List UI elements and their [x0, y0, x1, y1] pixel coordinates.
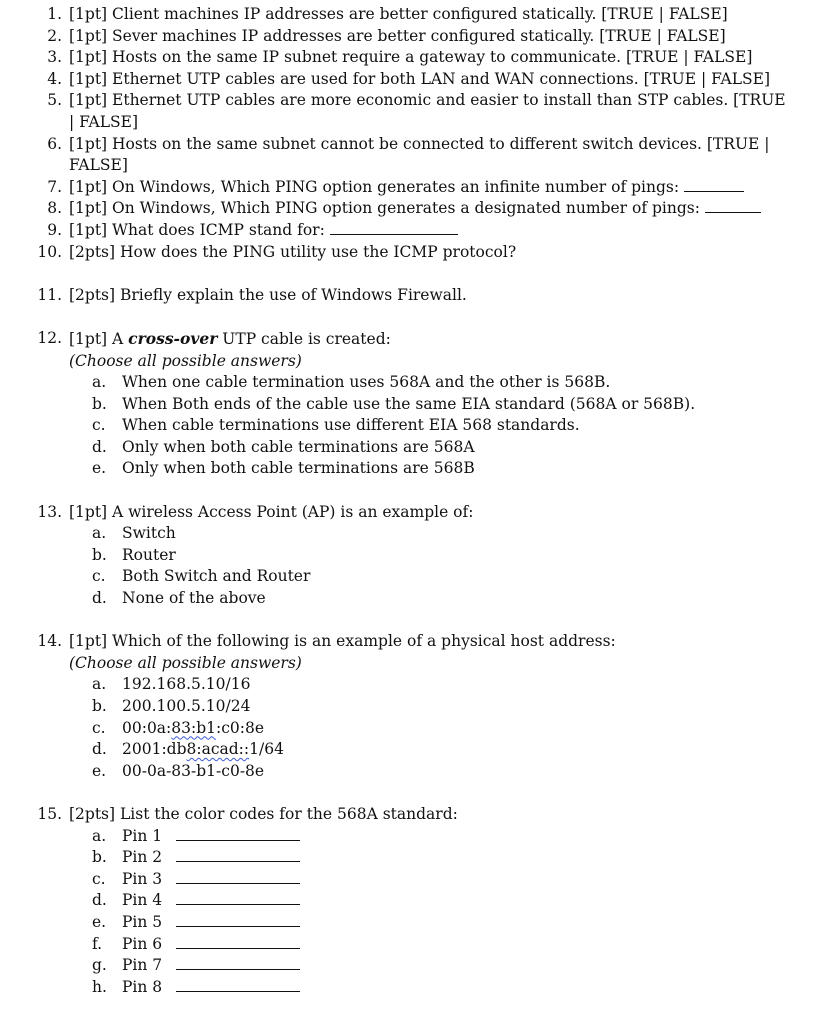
- option-letter: h.: [92, 977, 107, 996]
- option-text-post: :c0:8e: [216, 718, 265, 737]
- pin-answer-blank[interactable]: [176, 957, 300, 970]
- question-14: [0, 631, 833, 653]
- question-4: [0, 69, 833, 91]
- option-text-post: 1/64: [249, 740, 284, 759]
- question-13: [0, 502, 833, 524]
- question-12: [0, 328, 833, 351]
- pin-answer-blank[interactable]: [176, 979, 300, 992]
- option-text: Both Switch and Router: [122, 567, 311, 586]
- question-text: [1pt] Ethernet UTP cables are more economic and easier to install than STP cables. [TRUE | FALSE]: [69, 91, 786, 131]
- question-number: 15.: [37, 804, 62, 823]
- question-number: 13.: [37, 502, 62, 521]
- pin-label: Pin 3: [122, 869, 163, 888]
- option-letter: d.: [92, 589, 107, 608]
- question-text: [1pt] Hosts on the same subnet cannot be connected to different switch devices. [TRUE | FALSE]: [69, 134, 770, 175]
- option-letter: g.: [92, 956, 107, 975]
- pin-answer-blank[interactable]: [176, 871, 300, 884]
- pin-answer-blank[interactable]: [176, 892, 300, 905]
- option-letter: c.: [92, 718, 106, 737]
- answer-option[interactable]: [0, 674, 833, 696]
- option-letter: a.: [92, 373, 107, 392]
- pin-answer-blank[interactable]: [176, 936, 300, 949]
- question-number: 14.: [37, 632, 62, 651]
- pin-row: [0, 869, 833, 891]
- question-note: (Choose all possible answers): [69, 653, 302, 672]
- question-6: [0, 134, 833, 177]
- pin-label: Pin 7: [122, 956, 163, 975]
- pin-label: Pin 2: [122, 848, 163, 867]
- question-7: [0, 177, 833, 199]
- question-number: 3.: [47, 48, 62, 67]
- answer-option[interactable]: [0, 588, 833, 610]
- pin-row: [0, 955, 833, 977]
- answer-option[interactable]: [0, 437, 833, 459]
- option-letter: a.: [92, 826, 107, 845]
- question-text: [1pt] A wireless Access Point (AP) is an example of:: [69, 502, 474, 521]
- option-text: When one cable termination uses 568A and the other is 568B.: [122, 373, 611, 392]
- option-text: When Both ends of the cable use the same EIA standard (568A or 568B).: [122, 394, 696, 413]
- pin-row: [0, 977, 833, 999]
- pin-label: Pin 5: [122, 912, 163, 931]
- question-text-suffix: UTP cable is created:: [217, 329, 391, 348]
- pin-answer-blank[interactable]: [176, 849, 300, 862]
- pin-label: Pin 4: [122, 891, 163, 910]
- pin-row: [0, 890, 833, 912]
- question-2: [0, 26, 833, 48]
- option-text: 200.100.5.10/24: [122, 697, 251, 715]
- question-5: [0, 90, 833, 133]
- question-10: [0, 242, 833, 264]
- answer-option[interactable]: [0, 739, 833, 761]
- pin-row: [0, 912, 833, 934]
- option-text: Only when both cable terminations are 568B: [122, 459, 475, 478]
- question-1: [0, 4, 833, 26]
- spellcheck-underlined-text: 8:acad::: [186, 740, 250, 759]
- answer-option[interactable]: [0, 523, 833, 545]
- answer-option[interactable]: [0, 372, 833, 394]
- option-letter: c.: [92, 869, 106, 888]
- option-text: 192.168.5.10/16: [122, 675, 251, 694]
- pin-label: Pin 6: [122, 934, 163, 953]
- option-text: None of the above: [122, 589, 266, 608]
- option-letter: b.: [92, 545, 107, 564]
- answer-blank[interactable]: [330, 222, 458, 235]
- emphasized-term: cross-over: [128, 328, 218, 348]
- question-text: [2pts] Briefly explain the use of Windows Firewall.: [69, 285, 467, 304]
- option-letter: a.: [92, 524, 107, 543]
- option-letter: e.: [92, 761, 107, 780]
- answer-blank[interactable]: [705, 200, 761, 213]
- option-letter: f.: [92, 934, 103, 953]
- option-letter: a.: [92, 675, 107, 694]
- question-text: [1pt] Sever machines IP addresses are better configured statically. [TRUE | FALSE]: [69, 26, 726, 45]
- option-letter: d.: [92, 437, 107, 456]
- question-15: [0, 804, 833, 826]
- pin-label: Pin 1: [122, 826, 163, 845]
- option-letter: c.: [92, 416, 106, 435]
- question-note: (Choose all possible answers): [69, 351, 302, 370]
- option-text: Switch: [122, 524, 176, 543]
- pin-answer-blank[interactable]: [176, 914, 300, 927]
- question-number: 6.: [47, 134, 62, 153]
- pin-answer-blank[interactable]: [176, 828, 300, 841]
- question-text: [1pt] On Windows, Which PING option generates an infinite number of pings:: [69, 177, 685, 196]
- answer-blank[interactable]: [684, 179, 744, 192]
- option-letter: b.: [92, 697, 107, 715]
- answer-option[interactable]: [0, 566, 833, 588]
- answer-option[interactable]: [0, 696, 833, 718]
- option-text: When cable terminations use different EIA 568 standards.: [122, 416, 580, 435]
- spellcheck-underlined-text: 83:b1: [171, 718, 217, 737]
- option-letter: d.: [92, 891, 107, 910]
- option-letter: d.: [92, 740, 107, 759]
- question-number: 9.: [47, 220, 62, 239]
- pin-label: Pin 8: [122, 977, 163, 996]
- pin-row: [0, 934, 833, 956]
- question-number: 4.: [47, 69, 62, 88]
- question-number: 5.: [47, 91, 62, 110]
- question-text: [1pt] What does ICMP stand for:: [69, 220, 330, 239]
- option-text: 00-0a-83-b1-c0-8e: [122, 761, 265, 780]
- answer-option[interactable]: [0, 394, 833, 416]
- pin-row: [0, 847, 833, 869]
- answer-option[interactable]: [0, 458, 833, 480]
- option-letter: c.: [92, 567, 106, 586]
- question-11: [0, 285, 833, 307]
- question-number: 10.: [37, 242, 62, 261]
- question-text: [1pt] Which of the following is an example of a physical host address:: [69, 632, 616, 651]
- question-text: [1pt] Hosts on the same IP subnet require a gateway to communicate. [TRUE | FALSE]: [69, 48, 753, 67]
- question-9: [0, 220, 833, 242]
- answer-option[interactable]: [0, 415, 833, 437]
- answer-option[interactable]: [0, 718, 833, 740]
- question-number: 8.: [47, 199, 62, 218]
- question-text: [1pt] On Windows, Which PING option generates a designated number of pings:: [69, 199, 705, 218]
- question-number: 7.: [47, 177, 62, 196]
- option-text: Router: [122, 545, 176, 564]
- option-text-pre: 2001:db: [122, 740, 187, 759]
- question-number: 1.: [47, 5, 62, 23]
- option-letter: e.: [92, 912, 107, 931]
- question-text: [2pts] How does the PING utility use the ICMP protocol?: [69, 242, 517, 261]
- answer-option[interactable]: [0, 761, 833, 783]
- question-text: [1pt] Ethernet UTP cables are used for both LAN and WAN connections. [TRUE | FALSE]: [69, 69, 770, 88]
- question-text: [2pts] List the color codes for the 568A standard:: [69, 804, 458, 823]
- pin-row: [0, 826, 833, 848]
- answer-option[interactable]: [0, 545, 833, 567]
- option-letter: e.: [92, 459, 107, 478]
- question-8: [0, 198, 833, 220]
- question-text: [1pt] Client machines IP addresses are better configured statically. [TRUE | FALSE]: [69, 5, 728, 23]
- option-letter: b.: [92, 848, 107, 867]
- question-3: [0, 47, 833, 69]
- question-number: 11.: [37, 285, 62, 304]
- option-text: Only when both cable terminations are 568A: [122, 437, 475, 456]
- question-number: 2.: [47, 26, 62, 45]
- question-text-prefix: [1pt] A: [69, 329, 129, 348]
- option-text-pre: 00:0a:: [122, 718, 172, 737]
- option-letter: b.: [92, 394, 107, 413]
- question-number: 12.: [37, 328, 62, 347]
